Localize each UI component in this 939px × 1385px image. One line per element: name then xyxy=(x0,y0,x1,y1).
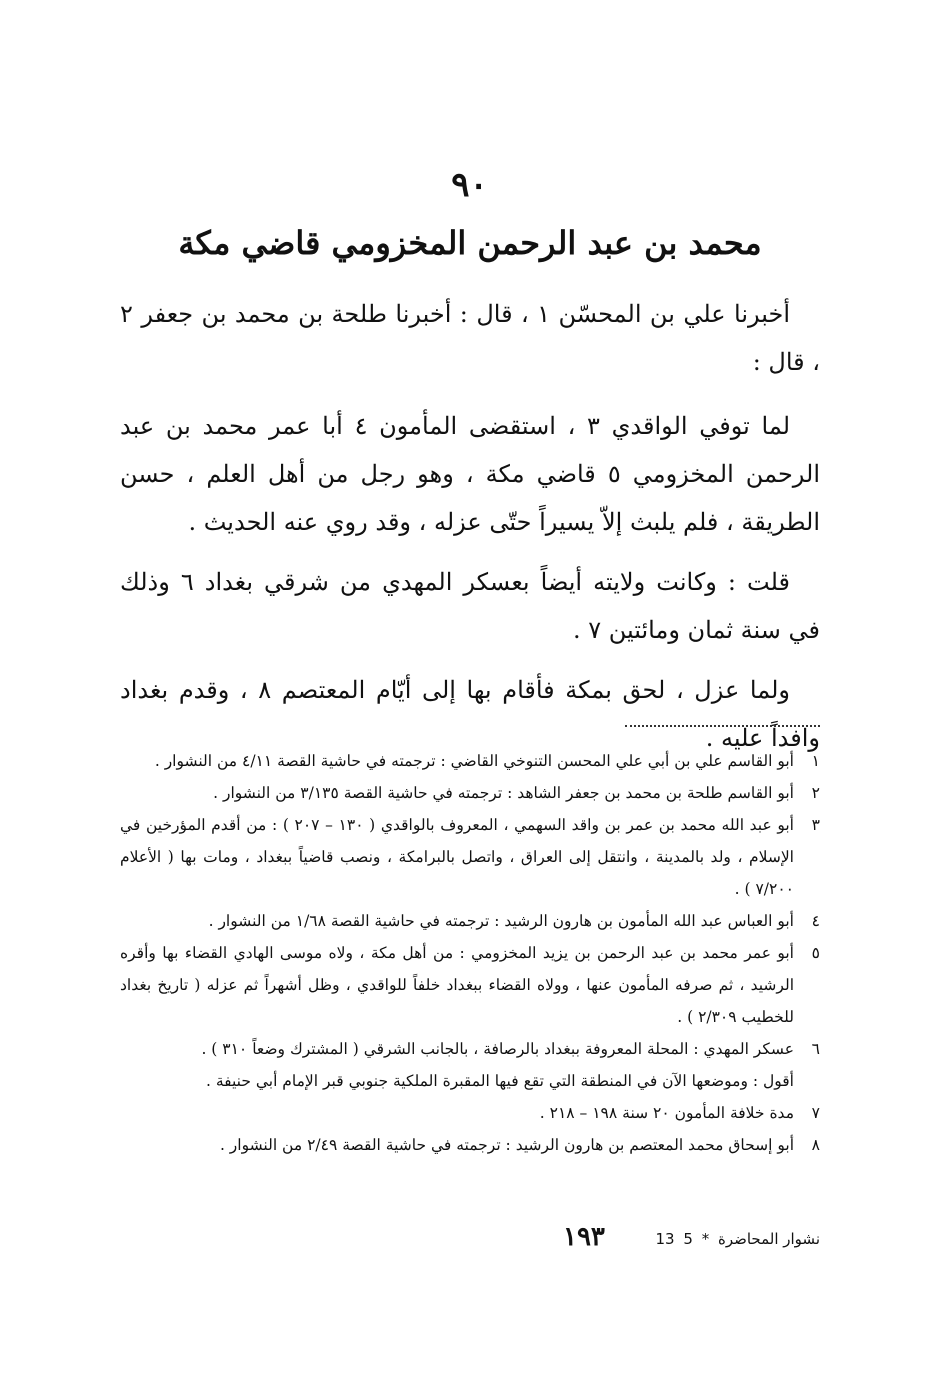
footnote-number: ٥ xyxy=(811,944,820,962)
footnotes xyxy=(120,745,820,1161)
page-footer xyxy=(120,1222,820,1258)
footnote xyxy=(120,745,820,777)
paragraph: قلت : وكانت ولايته أيضاً بعسكر المهدي من شرقي بغداد ٦ وذلك في سنة ثمان ومائتين ٧ . xyxy=(120,568,820,644)
footnote-divider xyxy=(625,725,820,727)
entry-title: محمد بن عبد الرحمن المخزومي قاضي مكة xyxy=(178,224,762,262)
footnote-number: ٦ xyxy=(811,1040,820,1058)
entry-number: ٩٠ xyxy=(451,165,488,205)
signature-title: نشوار المحاضرة xyxy=(717,1230,820,1248)
footnote-number: ٢ xyxy=(811,784,820,802)
page-number: ١٩٣ xyxy=(563,1222,605,1252)
main-text xyxy=(120,290,820,774)
footnote xyxy=(120,777,820,809)
footnote-text: عسكر المهدي : المحلة المعروفة ببغداد بالرصافة ، بالجانب الشرقي ( المشترك وضعاً ٣١٠ ) . xyxy=(201,1040,794,1058)
footnote-number: ٨ xyxy=(811,1136,820,1154)
paragraph: لما توفي الواقدي ٣ ، استقضى المأمون ٤ أبا عمر محمد بن عبد الرحمن المخزومي ٥ قاضي مكة ، وهو رجل من أهل العلم ، حسن الطريقة ، فلم يلبث إلاّ يسيراً حتّى عزله ، وقد روي عنه الحديث . xyxy=(120,412,821,536)
footnote-continuation: أقول : وموضعها الآن في المنطقة التي تقع فيها المقبرة الملكية جنوبي قبر الإمام أبي حنيفة . xyxy=(205,1072,794,1090)
footnote xyxy=(120,1097,820,1129)
footnote-text: أبو إسحاق محمد المعتصم بن هارون الرشيد : ترجمته في حاشية القصة ٢/٤٩ من النشوار . xyxy=(219,1136,794,1154)
footnote-text: أبو العباس عبد الله المأمون بن هارون الرشيد : ترجمته في حاشية القصة ١/٦٨ من النشوار . xyxy=(208,912,794,930)
footnote-text: أبو عبد الله محمد بن عمر بن واقد السهمي ، المعروف بالواقدي ( ١٣٠ – ٢٠٧ ) : من أقدم المؤرخين في الإسلام ، ولد بالمدينة ، وانتقل إلى العراق ، واتصل بالبرامكة ، ونصب قاضياً ببغداد ، ومات بها ( الأعلام ٧/٢٠٠ ) . xyxy=(120,816,794,898)
signature-volume: 5 xyxy=(683,1230,693,1248)
footnote-number: ١ xyxy=(811,752,820,770)
footnote-text: أبو القاسم طلحة بن محمد بن جعفر الشاهد : ترجمته في حاشية القصة ٣/١٣٥ من النشوار . xyxy=(213,784,794,802)
footnote-number: ٤ xyxy=(811,912,820,930)
footnote xyxy=(120,905,820,937)
footnote xyxy=(120,809,820,905)
paragraph: أخبرنا علي بن المحسّن ١ ، قال : أخبرنا طلحة بن محمد بن جعفر ٢ ، قال : xyxy=(120,300,820,376)
printer-signature xyxy=(651,1230,820,1248)
footnote-text: مدة خلافة المأمون ٢٠ سنة ١٩٨ – ٢١٨ . xyxy=(539,1104,794,1122)
signature-sheet: 13 xyxy=(655,1230,675,1248)
footnote xyxy=(120,1129,820,1161)
footnote-text: أبو عمر محمد بن عبد الرحمن بن يزيد المخزومي : من أهل مكة ، ولاه موسى الهادي القضاء بها وأقره الرشيد ، ثم صرفه المأمون عنها ، وولاه القضاء ببغداد خلفاً للواقدي ، وظل أشهراً ثم عزله ( تاريخ بغداد للخطيب ٢/٣٠٩ ) . xyxy=(120,944,794,1026)
signature-mark: * xyxy=(701,1230,710,1248)
footnote-text: أبو القاسم علي بن أبي علي المحسن التنوخي القاضي : ترجمته في حاشية القصة ٤/١١ من النشوار . xyxy=(154,752,794,770)
footnote xyxy=(120,1033,820,1065)
footnote xyxy=(120,937,820,1033)
footnote-number: ٣ xyxy=(811,816,820,834)
paragraph: ولما عزل ، لحق بمكة فأقام بها إلى أيّام المعتصم ٨ ، وقدم بغداد وافداً عليه . xyxy=(120,676,820,752)
footnote-number: ٧ xyxy=(811,1104,820,1122)
